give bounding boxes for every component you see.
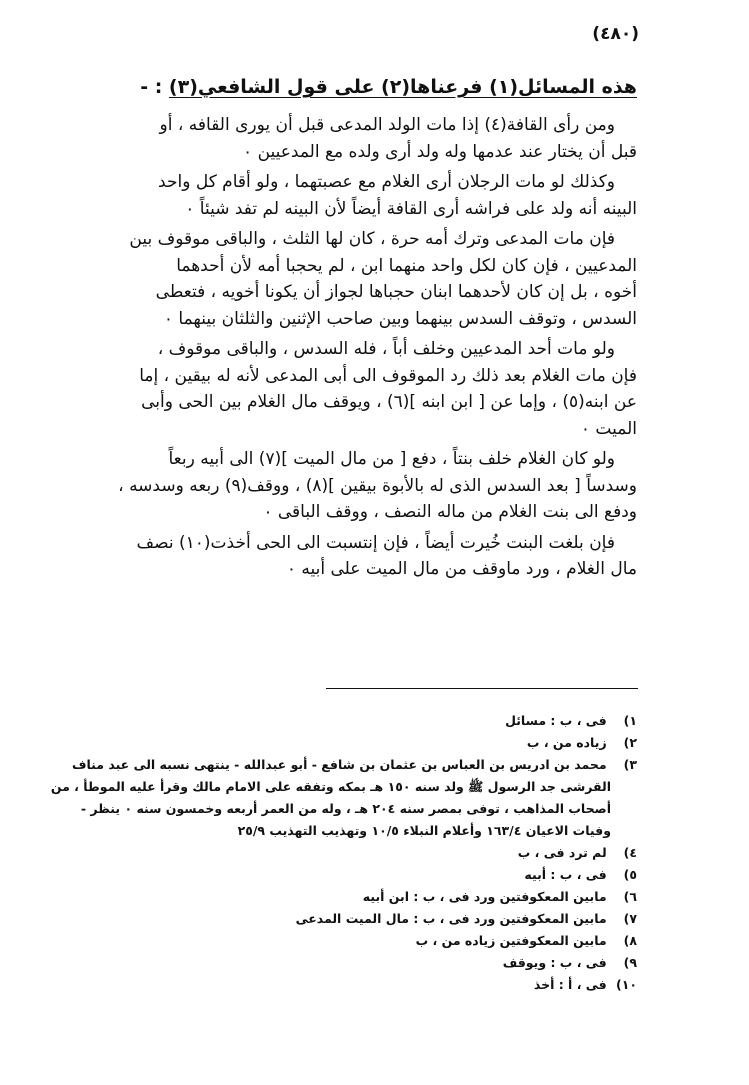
footnote-continuation bbox=[117, 820, 637, 842]
paragraph bbox=[107, 336, 637, 442]
footnote-text: زياده من ، ب bbox=[526, 735, 607, 750]
text-line: فإن مات الغلام بعد ذلك رد الموقوف الى أبى المدعى لأنه له بيقين ، إما bbox=[139, 365, 637, 386]
footnote-item bbox=[117, 710, 637, 732]
paragraph bbox=[107, 446, 637, 526]
footnote-text: مابين المعكوفتين زياده من ، ب bbox=[415, 933, 607, 948]
text-line: فإن مات المدعى وترك أمه حرة ، كان لها الثلث ، والباقى موقوف بين bbox=[129, 229, 615, 249]
footnote-item bbox=[117, 864, 637, 886]
section-heading-suffix: : - bbox=[140, 76, 169, 98]
footnote-text: فى ، أ : أخذ bbox=[533, 977, 607, 992]
text-line: أخوه ، بل إن كان لأحدهما ابنان حجباها لجواز أن يكونا أخويه ، فتعطى bbox=[155, 282, 637, 302]
footnote-item bbox=[117, 930, 637, 952]
paragraph bbox=[107, 530, 637, 583]
page-number: (٤٨٠) bbox=[592, 24, 639, 44]
footnote-text: فى ، ب : أبيه bbox=[524, 867, 607, 882]
footnote-number: ٣) bbox=[623, 757, 637, 772]
main-text bbox=[107, 112, 637, 587]
footnote-number: ٩) bbox=[623, 955, 637, 970]
footnote-number: ١) bbox=[623, 713, 637, 728]
footnote-number: ٤) bbox=[623, 845, 637, 860]
text-line: فإن بلغت البنت خُيرت أيضاً ، فإن إنتسبت الى الحى أخذت(١٠) نصف bbox=[136, 532, 615, 553]
footnote-text: فى ، ب : مسائل bbox=[505, 713, 607, 728]
text-line: وسدساً [ بعد السدس الذى له بالأبوة بيقين ](٨) ، ووقف(٩) ربعه وسدسه ، bbox=[118, 475, 637, 496]
footnote-item bbox=[71, 754, 637, 776]
text-line: قبل أن يختار عند عدمها وله ولد أرى ولده مع المدعيين ٠ bbox=[243, 141, 637, 162]
paragraph bbox=[107, 169, 637, 222]
text-line: الميت ٠ bbox=[580, 418, 637, 439]
footnote-separator bbox=[326, 688, 638, 689]
section-heading bbox=[140, 76, 637, 98]
footnote-continuation bbox=[50, 776, 637, 798]
footnote-number: ٦) bbox=[623, 889, 637, 904]
text-line: ودفع الى بنت الغلام من ماله النصف ، ووقف الباقى ٠ bbox=[263, 502, 637, 522]
footnote-text: مابين المعكوفتين ورد فى ، ب : ابن أبيه bbox=[362, 889, 607, 904]
footnote-item bbox=[117, 732, 637, 754]
footnote-number: ٨) bbox=[623, 933, 637, 948]
footnote-item bbox=[117, 908, 637, 930]
footnotes bbox=[50, 710, 637, 996]
section-heading-title: هذه المسائل(١) فرعناها(٢) على قول الشافعي(٣) bbox=[168, 76, 637, 98]
text-line: وكذلك لو مات الرجلان أرى الغلام مع عصبتهما ، ولو أقام كل واحد bbox=[158, 172, 615, 192]
text-line: عن ابنه(٥) ، وإما عن [ ابن ابنه ](٦) ، ويوقف مال الغلام بين الحى وأبى bbox=[141, 392, 637, 412]
footnote-number: ٧) bbox=[623, 911, 637, 926]
text-line: المدعيين ، فإن كان لكل واحد منهما ابن ، لم يحجبا أمه لأن أحدهما bbox=[176, 255, 637, 276]
footnote-number: ٢) bbox=[623, 735, 637, 750]
text-line: السدس ، وتوقف السدس بينهما وبين صاحب الإثنين والثلثان بينهما ٠ bbox=[163, 308, 637, 329]
footnote-text: فى ، ب : ويوقف bbox=[502, 955, 607, 970]
footnote-text: محمد بن ادريس بن العباس بن عثمان بن شافع - أبو عبدالله - ينتهى نسبه الى عبد مناف bbox=[71, 757, 607, 772]
paragraph bbox=[107, 112, 637, 165]
footnote-item bbox=[117, 886, 637, 908]
footnote-text: القرشى جد الرسول ﷺ ولد سنه ١٥٠ هـ بمكه وتفقه على الامام مالك وقرأ عليه الموطأ ، من bbox=[50, 779, 611, 794]
text-line: ولو مات أحد المدعيين وخلف أباً ، فله السدس ، والباقى موقوف ، bbox=[157, 339, 615, 359]
footnote-number: ١٠) bbox=[616, 977, 637, 992]
footnote-text: وفيات الاعيان ١٦٣/٤ وأعلام النبلاء ١٠/٥ وتهذيب التهذيب ٢٥/٩ bbox=[237, 823, 611, 838]
text-line: مال الغلام ، ورد ماوقف من مال الميت على أبيه ٠ bbox=[286, 559, 637, 579]
text-line: ولو كان الغلام خلف بنتاً ، دفع [ من مال الميت ](٧) الى أبيه ربعاً bbox=[168, 449, 615, 469]
text-line: ومن رأى القافة(٤) إذا مات الولد المدعى قبل أن يورى القافه ، أو bbox=[159, 115, 615, 135]
paragraph bbox=[107, 226, 637, 332]
footnote-text: أصحاب المذاهب ، توفى بمصر سنه ٢٠٤ هـ ، وله من العمر أربعه وخمسون سنه ٠ ينظر - bbox=[80, 801, 611, 816]
footnote-item bbox=[117, 974, 637, 996]
footnote-text: مابين المعكوفتين ورد فى ، ب : مال الميت المدعى bbox=[295, 911, 607, 926]
footnote-text: لم ترد فى ، ب bbox=[517, 845, 607, 860]
footnote-number: ٥) bbox=[623, 867, 637, 882]
footnote-item bbox=[117, 842, 637, 864]
text-line: البينه أنه ولد على فراشه أرى القافة أيضاً لأن البينه لم تفد شيئاً ٠ bbox=[185, 198, 637, 219]
footnote-continuation bbox=[80, 798, 637, 820]
footnote-item bbox=[117, 952, 637, 974]
